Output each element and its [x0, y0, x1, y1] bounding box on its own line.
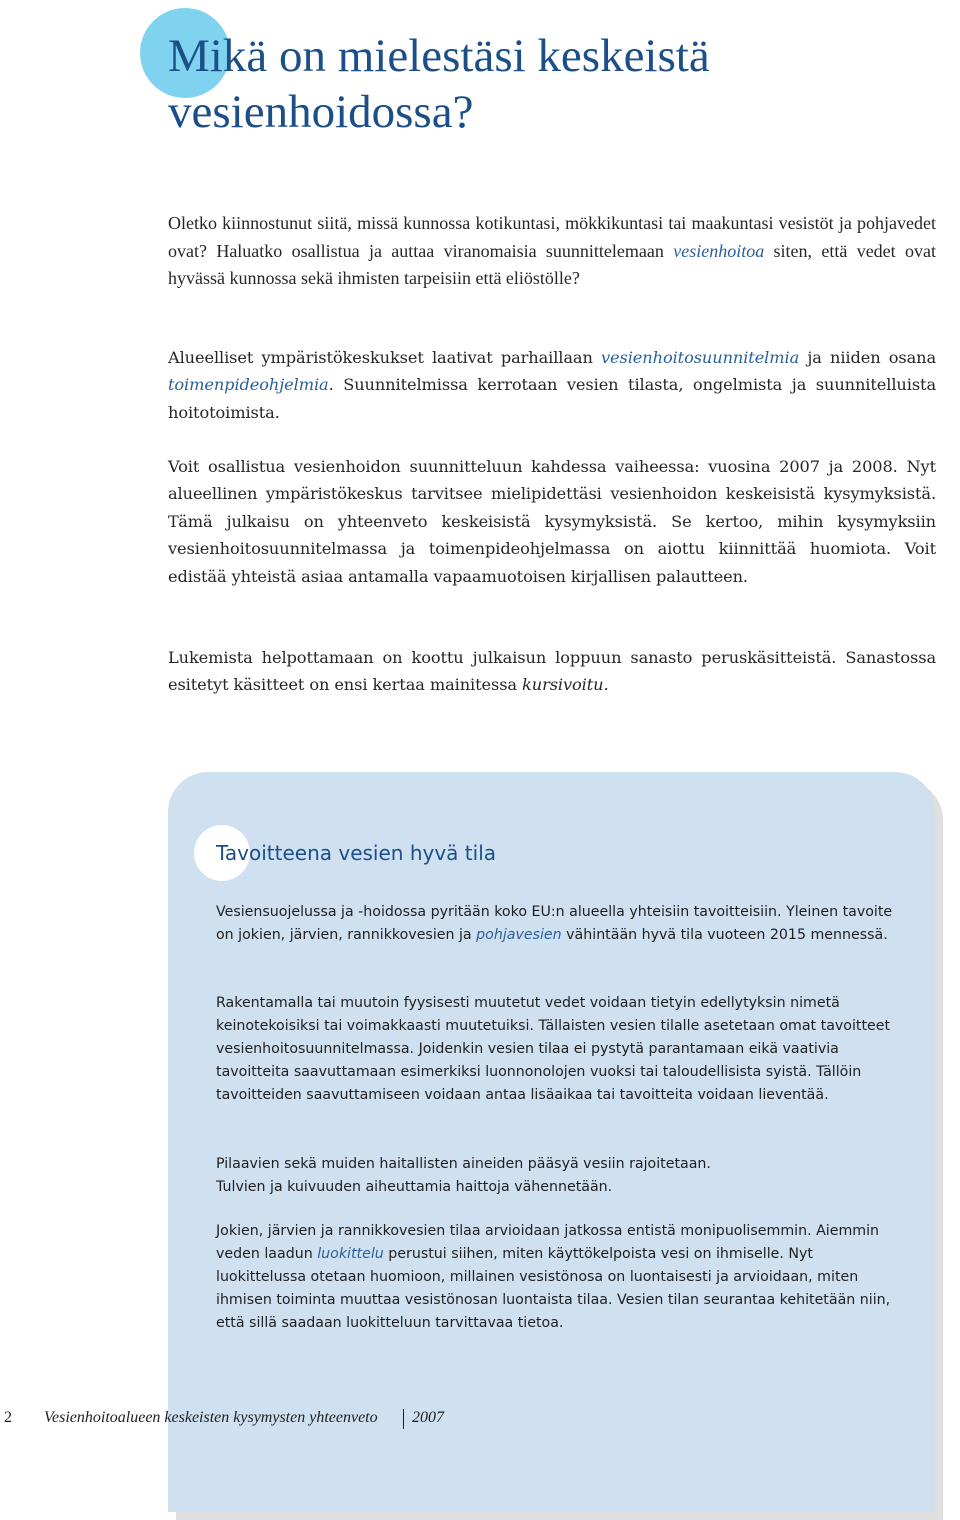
glossary-term-vesienhoitosuunnitelmia: vesienhoitosuunnitelmia	[601, 348, 800, 367]
paragraph-glossary-note: Lukemista helpottamaan on koottu julkaisun loppuun sanasto peruskäsitteistä. Sanastossa esitetyt käsitteet on ensi kertaa mainitessa kursivoitu.	[168, 648, 936, 695]
info-box-paragraph-1: Vesiensuojelussa ja -hoidossa pyritään koko EU:n alueella yhteisiin tavoitteisiin. Yleinen tavoite on jokien, järvien, rannikkovesien ja pohjavesien vähintään hyvä tila vuoteen 2015 mennessä.	[216, 904, 893, 943]
glossary-term-vesienhoitoa: vesienhoitoa	[673, 240, 765, 261]
info-box-paragraph-2: Rakentamalla tai muutoin fyysisesti muutetut vedet voidaan tietyin edellytyksin nimetä keinotekoisiksi tai voimakkaasti muutetuiksi. Tällaisten vesien tilalle asetetaan omat tavoitteet vesienhoitosuunnitelmassa. Joidenkin vesien tilaa ei pystytä parantamaan eikä vaativia tavoitteita saavuttamaan esimerkiksi luonnonolojen vuoksi tai taloudellisista syistä. Tällöin tavoitteiden saavuttamiseen voidaan antaa lisäaikaa tai tavoitteita voidaan lieventää.	[216, 995, 891, 1103]
glossary-term-toimenpideohjelmia: toimenpideohjelmia	[168, 375, 329, 395]
publication-year: 2007	[412, 1409, 444, 1426]
page-title: Mikä on mielestäsi keskeistä vesienhoidossa?	[168, 30, 710, 138]
paragraph-participation: Voit osallistua vesienhoidon suunnitteluun kahdessa vaiheessa: vuosina 2007 ja 2008. Nyt alueellinen ympäristökeskus tarvitsee mielipidettäsi vesienhoidon keskeisistä kysymyksistä. Tämä julkaisu on yhteenveto keskeisistä kysymyksistä. Se kertoo, mihin kysymyksiin vesienhoitosuunnitelmassa ja toimenpideohjelmassa on aiottu kiinnittää huomiota. Voit edistää yhteistä asiaa antamalla vapaamuotoisen kirjallisen palautteen.	[168, 457, 936, 586]
info-box-paragraph-3a: Pilaavien sekä muiden haitallisten aineiden pääsyä vesiin rajoitetaan.	[216, 1156, 711, 1172]
page-number: 2	[4, 1409, 12, 1426]
info-box-title: Tavoitteena vesien hyvä tila	[216, 841, 496, 865]
glossary-term-luokittelu: luokittelu	[317, 1246, 384, 1262]
italic-word: kursivoitu.	[522, 675, 609, 695]
glossary-term-pohjavesien: pohjavesien	[476, 927, 562, 943]
paragraph-plans: Alueelliset ympäristökeskukset laativat parhaillaan vesienhoitosuunnitelmia ja niiden osana toimenpideohjelmia. Suunnitelmissa kerrotaan vesien tilasta, ongelmista ja suunnitelluista hoitotoimista.	[168, 348, 937, 422]
info-box-paragraph-3b: Tulvien ja kuivuuden aiheuttamia haittoja vähennetään.	[216, 1179, 613, 1195]
intro-paragraph: Oletko kiinnostunut siitä, missä kunnossa kotikuntasi, mökkikuntasi tai maakuntasi vesistöt ja pohjavedet ovat? Haluatko osallistua ja auttaa viranomaisia suunnittelemaan vesienhoitoa siten, että vedet ovat hyvässä kunnossa sekä ihmisten tarpeisiin että eliöstölle?	[168, 213, 936, 289]
publication-title: Vesienhoitoalueen keskeisten kysymysten yhteenveto	[44, 1409, 378, 1426]
footer-separator	[403, 1409, 404, 1429]
page-footer	[0, 1405, 600, 1435]
info-box-paragraph-4: Jokien, järvien ja rannikkovesien tilaa arvioidaan jatkossa entistä monipuolisemmin. Aiemmin veden laadun luokittelu perustui siihen, miten käyttökelpoista vesi on ihmiselle. Nyt luokittelussa otetaan huomioon, millainen vesistönosa on luontaisesti ja arvioidaan, miten ihmisen toiminta muuttaa vesistönosan luontaista tilaa. Vesien tilan seurantaa kehitetään niin, että sillä saadaan luokitteluun tarvittavaa tietoa.	[216, 1223, 891, 1331]
info-box	[168, 772, 935, 1512]
